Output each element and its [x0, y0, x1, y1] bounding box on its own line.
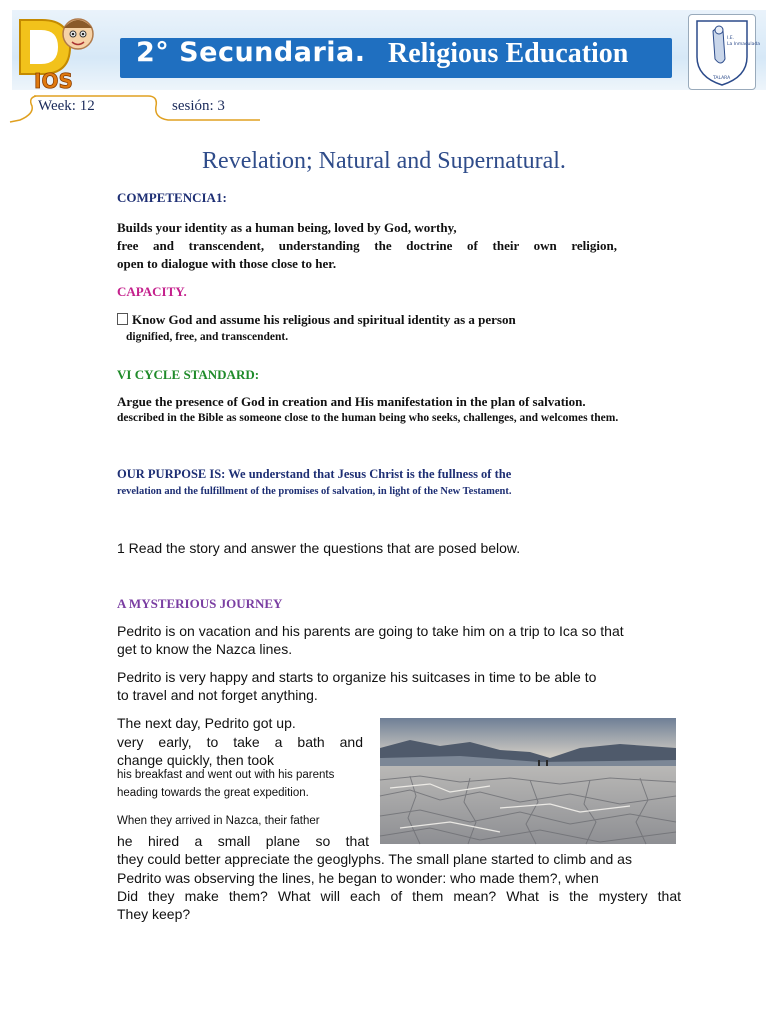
page-title: Revelation; Natural and Supernatural.	[202, 148, 566, 174]
subject-label: Religious Education	[388, 38, 629, 69]
svg-text:TALARA: TALARA	[713, 76, 731, 81]
instruction-text: 1 Read the story and answer the questions that are posed below.	[117, 540, 521, 556]
svg-text:I.E.: I.E.	[727, 36, 735, 41]
story-p2-line-2: to travel and not forget anything.	[117, 687, 318, 703]
story-heading: A MYSTERIOUS JOURNEY	[117, 596, 283, 611]
purpose-line-2: revelation and the fulfillment of the promises of salvation, in light of the New Testament.	[117, 486, 512, 497]
story-p3-line-4: his breakfast and went out with his parents	[117, 769, 335, 781]
story-p2-line-1: Pedrito is very happy and starts to organize his suitcases in time to be able to	[117, 669, 597, 685]
capacity-line-1: Know God and assume his religious and spiritual identity as a person	[117, 312, 516, 328]
week-label: Week: 12	[38, 98, 95, 114]
dios-logo	[14, 12, 106, 93]
story-p4-line-6: They keep?	[117, 906, 191, 922]
story-p1-line-2: get to know the Nazca lines.	[117, 641, 293, 657]
session-label: sesión: 3	[172, 98, 225, 114]
grade-label: 2° Secundaria.	[136, 37, 366, 68]
svg-text:La Inmaculada: La Inmaculada	[727, 42, 760, 47]
competence-line-1: Builds your identity as a human being, loved by God, worthy,	[117, 220, 457, 235]
capacity-heading: CAPACITY.	[117, 284, 187, 299]
story-p3-line-1: The next day, Pedrito got up.	[117, 715, 296, 731]
story-p3-line-5: heading towards the great expedition.	[117, 787, 309, 799]
competence-line-2: free and transcendent, understanding the doctrine of their own religion,	[117, 238, 617, 253]
standard-line-2: described in the Bible as someone close to the human being who seeks, challenges, and welcomes them.	[117, 412, 619, 424]
capacity-line-2: dignified, free, and transcendent.	[126, 331, 289, 343]
competence-heading: COMPETENCIA1:	[117, 190, 227, 205]
story-p4-line-2: he hired a small plane so that	[117, 833, 369, 849]
standard-heading: VI CYCLE STANDARD:	[117, 367, 260, 382]
standard-line-1: Argue the presence of God in creation and His manifestation in the plan of salvation.	[117, 394, 586, 409]
bullet-icon	[117, 313, 128, 325]
desert-photo	[380, 718, 676, 844]
purpose-line-1: OUR PURPOSE IS: We understand that Jesus Christ is the fullness of the	[117, 467, 512, 481]
story-p4-line-1: When they arrived in Nazca, their father	[117, 815, 320, 827]
story-p3-line-3: change quickly, then took	[117, 752, 274, 768]
story-p4-line-3: they could better appreciate the geoglyphs. The small plane started to climb and as	[117, 851, 632, 867]
svg-text:IOS: IOS	[34, 69, 73, 93]
story-p4-line-5: Did they make them? What will each of them mean? What is the mystery that	[117, 888, 681, 904]
story-p4-line-4: Pedrito was observing the lines, he began to wonder: who made them?, when	[117, 870, 599, 886]
story-p3-line-2: very early, to take a bath and	[117, 734, 363, 750]
competence-line-3: open to dialogue with those close to her.	[117, 256, 337, 271]
story-p1-line-1: Pedrito is on vacation and his parents are going to take him on a trip to Ica so that	[117, 623, 624, 639]
school-crest-logo	[688, 14, 760, 90]
